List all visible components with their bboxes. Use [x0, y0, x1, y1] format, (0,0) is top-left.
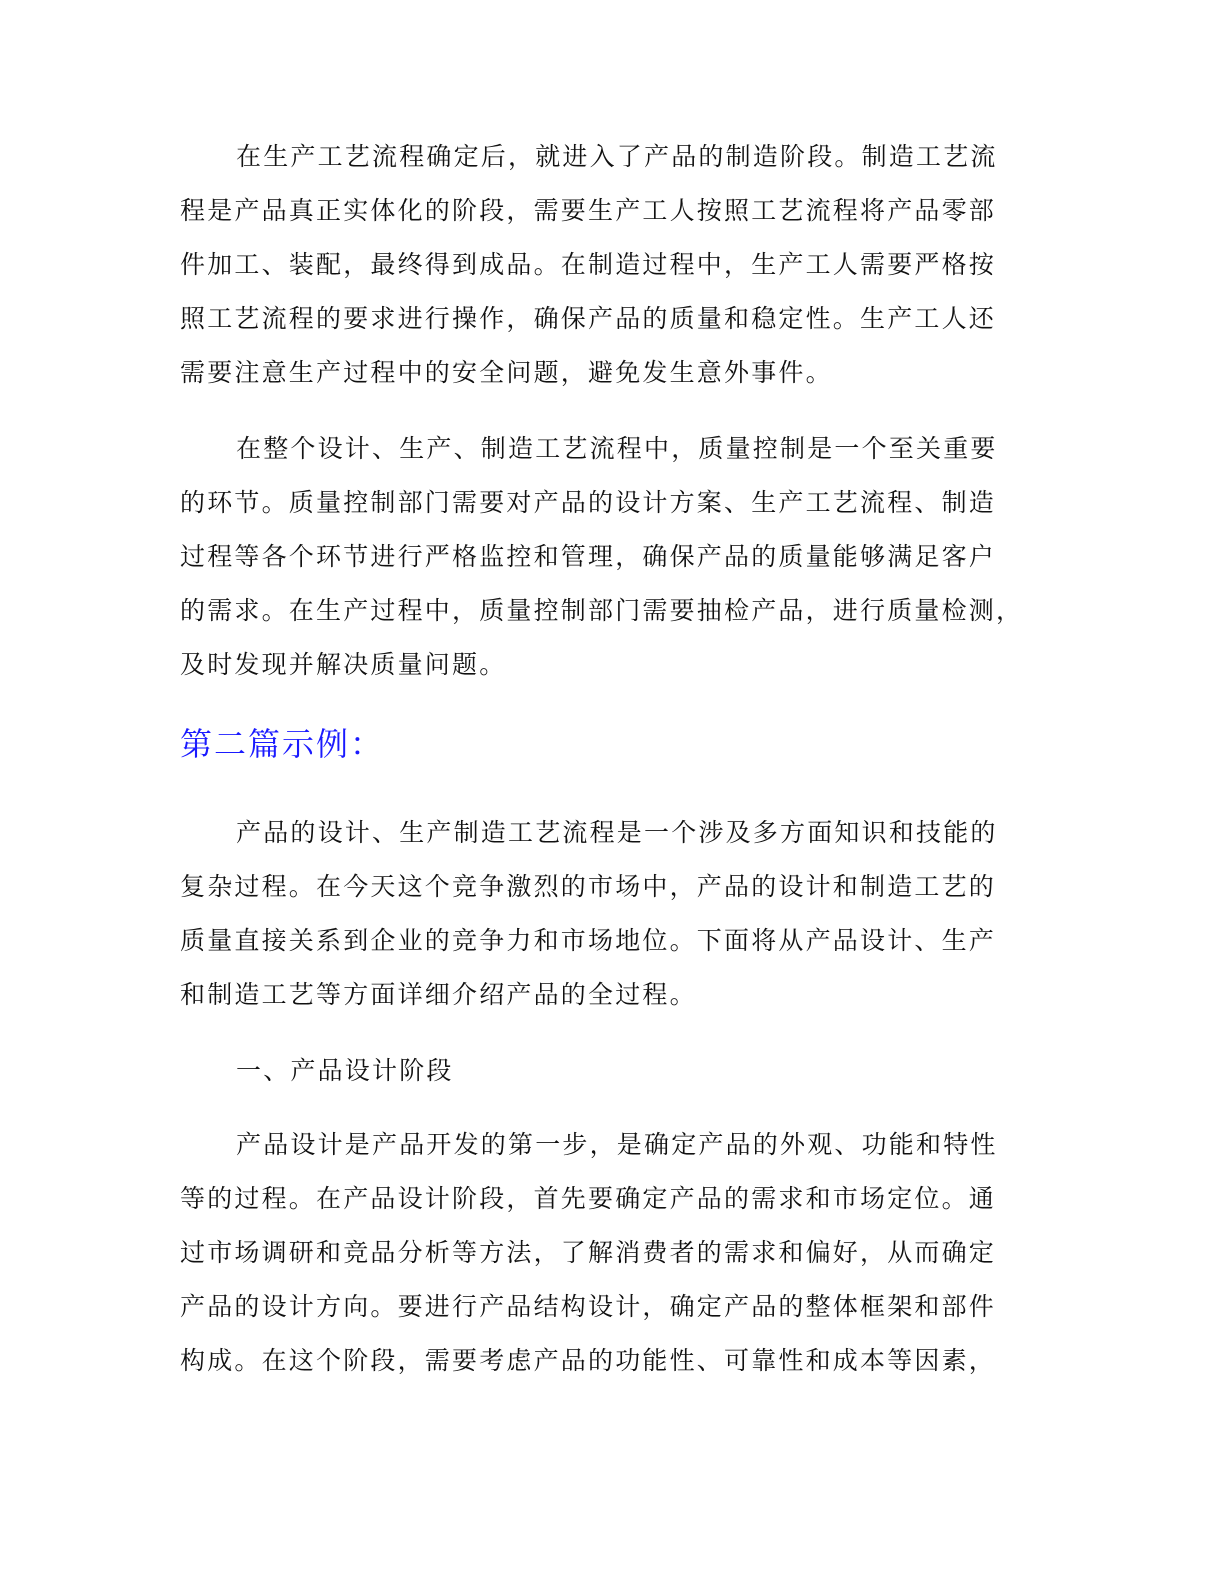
text-line: 照工艺流程的要求进行操作，确保产品的质量和稳定性。生产工人还 [180, 304, 997, 333]
text-line: 的环节。质量控制部门需要对产品的设计方案、生产工艺流程、制造 [180, 488, 997, 517]
text-line: 过程等各个环节进行严格监控和管理，确保产品的质量能够满足客户 [180, 542, 997, 571]
text-line: 产品设计是产品开发的第一步，是确定产品的外观、功能和特性 [236, 1130, 998, 1159]
paragraph-quality-control [180, 422, 1060, 692]
paragraph-manufacturing [180, 130, 1060, 400]
text-line: 在整个设计、生产、制造工艺流程中，质量控制是一个至关重要 [236, 434, 998, 463]
text-line: 产品的设计方向。要进行产品结构设计，确定产品的整体框架和部件 [180, 1292, 997, 1321]
text-line: 需要注意生产过程中的安全问题，避免发生意外事件。 [180, 358, 833, 387]
text-line: 的需求。在生产过程中，质量控制部门需要抽检产品，进行质量检测， [180, 596, 1024, 625]
text-line: 件加工、装配，最终得到成品。在制造过程中，生产工人需要严格按 [180, 250, 997, 279]
text-line: 构成。在这个阶段，需要考虑产品的功能性、可靠性和成本等因素， [180, 1346, 997, 1375]
text-line: 过市场调研和竞品分析等方法，了解消费者的需求和偏好，从而确定 [180, 1238, 997, 1267]
subheading-design-stage [180, 1044, 1060, 1098]
section-heading: 第二篇示例： [180, 725, 385, 763]
paragraph-design [180, 1118, 1060, 1388]
text-line: 和制造工艺等方面详细介绍产品的全过程。 [180, 980, 697, 1009]
paragraph-intro [180, 806, 1060, 1022]
text-line: 产品的设计、生产制造工艺流程是一个涉及多方面知识和技能的 [236, 818, 998, 847]
text-line: 及时发现并解决质量问题。 [180, 650, 507, 679]
text-line: 质量直接关系到企业的竞争力和市场地位。下面将从产品设计、生产 [180, 926, 997, 955]
text-line: 程是产品真正实体化的阶段，需要生产工人按照工艺流程将产品零部 [180, 196, 997, 225]
text-line: 复杂过程。在今天这个竞争激烈的市场中，产品的设计和制造工艺的 [180, 872, 997, 901]
text-line: 一、产品设计阶段 [236, 1056, 454, 1085]
text-line: 在生产工艺流程确定后，就进入了产品的制造阶段。制造工艺流 [236, 142, 998, 171]
text-line: 等的过程。在产品设计阶段，首先要确定产品的需求和市场定位。通 [180, 1184, 997, 1213]
